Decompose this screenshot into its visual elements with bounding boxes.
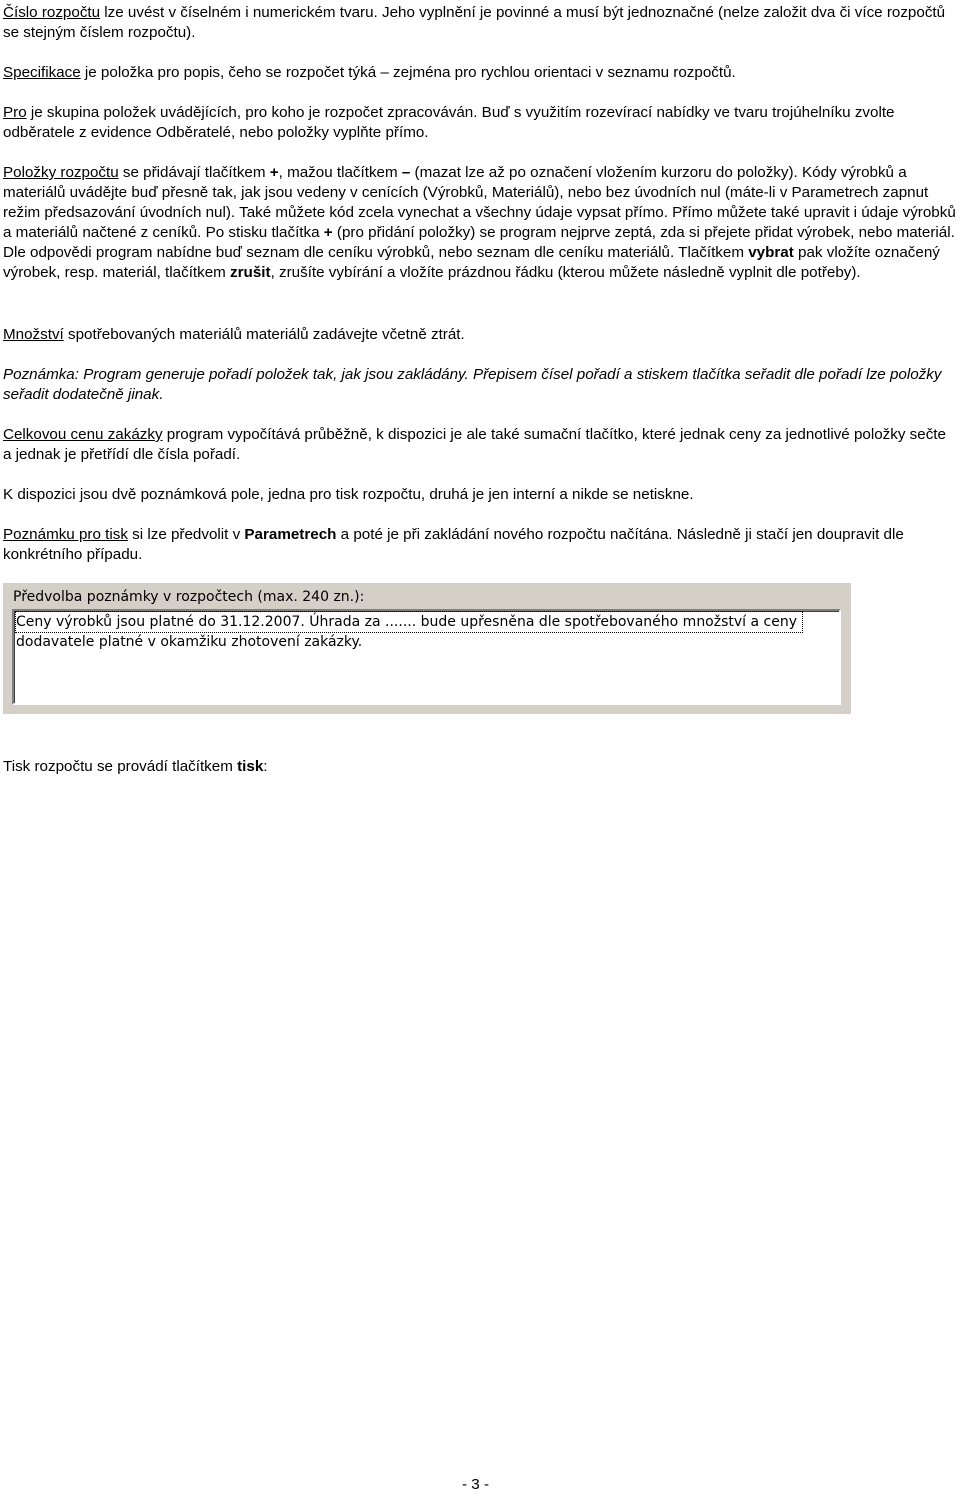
paragraph-text: je položka pro popis, čeho se rozpočet týká – zejména pro rychlou orientaci v seznamu rozpočtů. bbox=[80, 64, 736, 81]
paragraph-text: Tisk rozpočtu se provádí tlačítkem bbox=[3, 758, 238, 775]
page-number: - 3 - bbox=[462, 1476, 490, 1493]
paragraph-mnozstvi bbox=[3, 325, 958, 345]
paragraph-text: , zrušíte vybírání a vložíte prázdnou řádku (kterou můžete následně vyplnit dle potřeby). bbox=[270, 264, 861, 281]
paragraph-text: (mazat lze až po označení vložením kurzoru do položky). Kódy výrobků a materiálů uvádějte buď přesně tak, jak jsou vedeny v cenících (Výrobků, Materiálů), nebo bez úvodních nul (máte-li v Parametrech zapnut režim předsazování úvodních nul). Také můžete kód zcela vynechat a všechny údaje vypsat přímo. Přímo můžete také upravit i údaje výrobků a materiálů načtené z ceníků. Po stisku tlačítka bbox=[3, 164, 956, 241]
paragraph-poznamka bbox=[3, 365, 958, 405]
term-vybrat: vybrat bbox=[748, 244, 794, 261]
paragraph-poznamkova-pole bbox=[3, 485, 958, 505]
paragraph-text: program vypočítává průběžně, k dispozici je ale také sumační tlačítko, které jednak ceny za jednotlivé položky sečte a jednak je přetřídí dle čísla pořadí. bbox=[3, 426, 946, 463]
note-preset-dialog bbox=[3, 583, 851, 714]
term-zrusit: zrušit bbox=[230, 264, 271, 281]
paragraph-text: pak vložíte označený výrobek, resp. materiál, tlačítkem bbox=[3, 244, 940, 281]
paragraph-text: a poté je při zakládání nového rozpočtu načítána. Následně ji stačí jen doupravit dle konkrétního případu. bbox=[3, 526, 904, 563]
paragraph-text: (pro přidání položky) se program nejprve zeptá, zda si přejete přidat výrobek, nebo materiál. Dle odpovědi program nabídne buď seznam dle ceníku výrobků, nebo seznam dle ceníku materiálů. Tlačítkem bbox=[3, 224, 955, 261]
term-mnozstvi: Množství bbox=[3, 326, 64, 343]
paragraph-text: je skupina položek uvádějících, pro koho je rozpočet zpracováván. Buď s využitím rozevírací nabídky ve tvaru trojúhelníku zvolte odběratele z evidence Odběratelé, nebo položky vyplňte přímo. bbox=[3, 104, 895, 141]
plus-symbol: + bbox=[269, 164, 279, 181]
memo-line-1: Ceny výrobků jsou platné do 31.12.2007. Úhrada za ....... bude upřesněna dle spotřebovaného množství a ceny bbox=[16, 612, 802, 632]
paragraph-cislo-rozpoctu bbox=[3, 3, 958, 43]
memo-line-2: dodavatele platné v okamžiku zhotovení zakázky. bbox=[16, 634, 363, 650]
term-parametrech: Parametrech bbox=[244, 526, 337, 543]
term-celkova-cena: Celkovou cenu zakázky bbox=[3, 426, 163, 443]
paragraph-text: si lze předvolit v bbox=[127, 526, 245, 543]
term-poznamka-pro-tisk: Poznámku pro tisk bbox=[3, 526, 128, 543]
paragraph-text: se přidávají tlačítkem bbox=[118, 164, 270, 181]
dialog-title: Předvolba poznámky v rozpočtech (max. 240 zn.): bbox=[13, 589, 365, 605]
paragraph-pro bbox=[3, 103, 958, 143]
paragraph-specifikace bbox=[3, 63, 958, 83]
paragraph-tisk bbox=[3, 757, 958, 777]
paragraph-text: , mažou tlačítkem bbox=[278, 164, 402, 181]
paragraph-polozky-rozpoctu bbox=[3, 163, 958, 283]
paragraph-celkova-cena bbox=[3, 425, 958, 465]
paragraph-text: : bbox=[263, 758, 268, 775]
paragraph-text: K dispozici jsou dvě poznámková pole, jedna pro tisk rozpočtu, druhá je jen interní a nikde se netiskne. bbox=[3, 486, 694, 503]
term-pro: Pro bbox=[3, 104, 27, 121]
paragraph-poznamka-pro-tisk bbox=[3, 525, 958, 565]
paragraph-text: Poznámka: Program generuje pořadí položek tak, jak jsou zakládány. Přepisem čísel pořadí a stiskem tlačítka seřadit dle pořadí lze položky seřadit dodatečně jinak. bbox=[3, 366, 942, 403]
term-polozky-rozpoctu: Položky rozpočtu bbox=[3, 164, 119, 181]
paragraph-text: lze uvést v číselném i numerickém tvaru. Jeho vyplnění je povinné a musí být jednoznačné (nelze založit dva či více rozpočtů se stejným číslem rozpočtu). bbox=[3, 4, 946, 41]
plus-symbol: + bbox=[323, 224, 333, 241]
paragraph-text: spotřebovaných materiálů materiálů zadávejte včetně ztrát. bbox=[63, 326, 465, 343]
note-preset-memo-field[interactable] bbox=[12, 609, 841, 705]
term-tisk: tisk bbox=[237, 758, 264, 775]
term-cislo-rozpoctu: Číslo rozpočtu bbox=[3, 4, 101, 21]
minus-symbol: – bbox=[401, 164, 411, 181]
term-specifikace: Specifikace bbox=[3, 64, 81, 81]
